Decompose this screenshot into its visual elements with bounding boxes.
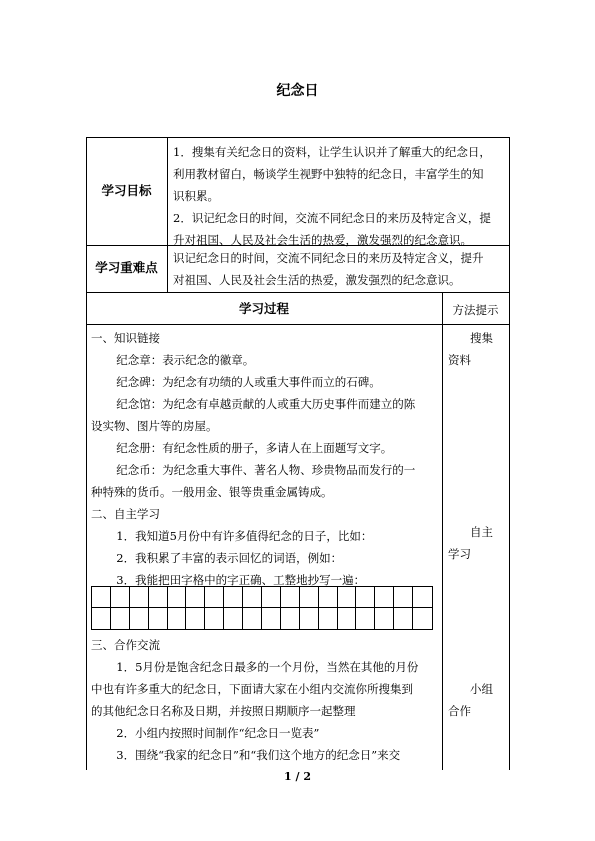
list-item: 1．我知道5月份中有许多值得纪念的日子，比如： xyxy=(116,529,373,543)
list-item: 3．围绕“我家的纪念日”和“我们这个地方的纪念日”来交 xyxy=(116,748,401,762)
key-points-label: 学习重难点 xyxy=(95,260,158,275)
list-item: 纪念币：为纪念重大事件、著名人物、珍贵物品而发行的一 xyxy=(116,463,416,477)
method-hint-line: 合作 xyxy=(448,704,471,718)
page-number: 1 / 2 xyxy=(284,770,311,783)
method-hint-line: 搜集 xyxy=(470,331,493,345)
goals-line: 利用教材留白，畅谈学生视野中独特的纪念日，丰富学生的知 xyxy=(173,167,484,181)
list-item: 1．5月份是饱含纪念日最多的一个月份，当然在其他的月份 xyxy=(116,660,419,674)
list-item: 纪念册：有纪念性质的册子，多请人在上面题写文字。 xyxy=(116,441,393,455)
tianzige-grid[interactable] xyxy=(91,586,433,630)
method-hint-line: 学习 xyxy=(448,547,471,561)
method-hint-line: 小组 xyxy=(470,682,493,696)
key-points-content xyxy=(173,247,509,291)
list-item: 纪念章：表示纪念的徽章。 xyxy=(116,353,255,367)
method-header: 方法提示 xyxy=(452,303,499,317)
list-item: 纪念馆：为纪念有卓越贡献的人或重大历史事件而建立的陈 xyxy=(116,397,416,411)
method-hint xyxy=(442,521,509,565)
list-item: 纪念碑：为纪念有功绩的人或重大事件而立的石碑。 xyxy=(116,375,381,389)
table-border-right xyxy=(509,137,510,770)
list-item: 的其他纪念日名称及日期，并按照日期顺序一起整理 xyxy=(91,704,356,718)
section-heading: 二、自主学习 xyxy=(91,507,160,521)
goals-label: 学习目标 xyxy=(101,183,152,198)
key-points-line: 对祖国、人民及社会生活的热爱，激发强烈的纪念意识。 xyxy=(173,273,461,287)
goals-content xyxy=(173,141,509,251)
list-item: 2．我积累了丰富的表示回忆的词语，例如： xyxy=(116,551,343,565)
method-hint-line: 资料 xyxy=(448,353,471,367)
list-item: 种特殊的货币。一般用金、银等贵重金属铸成。 xyxy=(91,485,333,499)
goals-line: 识积累。 xyxy=(173,189,219,203)
method-hint xyxy=(442,678,509,722)
table-border-top xyxy=(86,137,510,138)
process-header: 学习过程 xyxy=(238,301,289,316)
list-item: 中也有许多重大的纪念日，下面请大家在小组内交流你所搜集到 xyxy=(91,682,413,696)
list-item: 3．我能把田字格中的字正确、工整地抄写一遍： xyxy=(116,573,366,587)
row-divider xyxy=(86,292,510,293)
row-divider xyxy=(86,324,510,325)
goals-line: 1．搜集有关纪念日的资料，让学生认识并了解重大的纪念日， xyxy=(173,145,491,159)
section-heading: 三、合作交流 xyxy=(91,638,160,652)
list-item: 设实物、图片等的房屋。 xyxy=(91,419,218,433)
list-item: 2．小组内按照时间制作“纪念日一览表” xyxy=(116,726,320,740)
method-hint-line: 自主 xyxy=(470,525,493,539)
process-content-2 xyxy=(91,634,439,766)
goals-line: 2．识记纪念日的时间，交流不同纪念日的来历及特定含义，提 xyxy=(173,211,491,225)
key-points-line: 识记纪念日的时间，交流不同纪念日的来历及特定含义，提升 xyxy=(173,251,484,265)
table-border-left xyxy=(86,137,87,770)
goals-line: 升对祖国、人民及社会生活的热爱，激发强烈的纪念意识。 xyxy=(173,233,472,247)
method-hint xyxy=(442,327,509,371)
page-title: 纪念日 xyxy=(276,83,319,99)
process-content xyxy=(91,327,439,591)
section-heading: 一、知识链接 xyxy=(91,331,160,345)
column-divider xyxy=(167,137,168,292)
